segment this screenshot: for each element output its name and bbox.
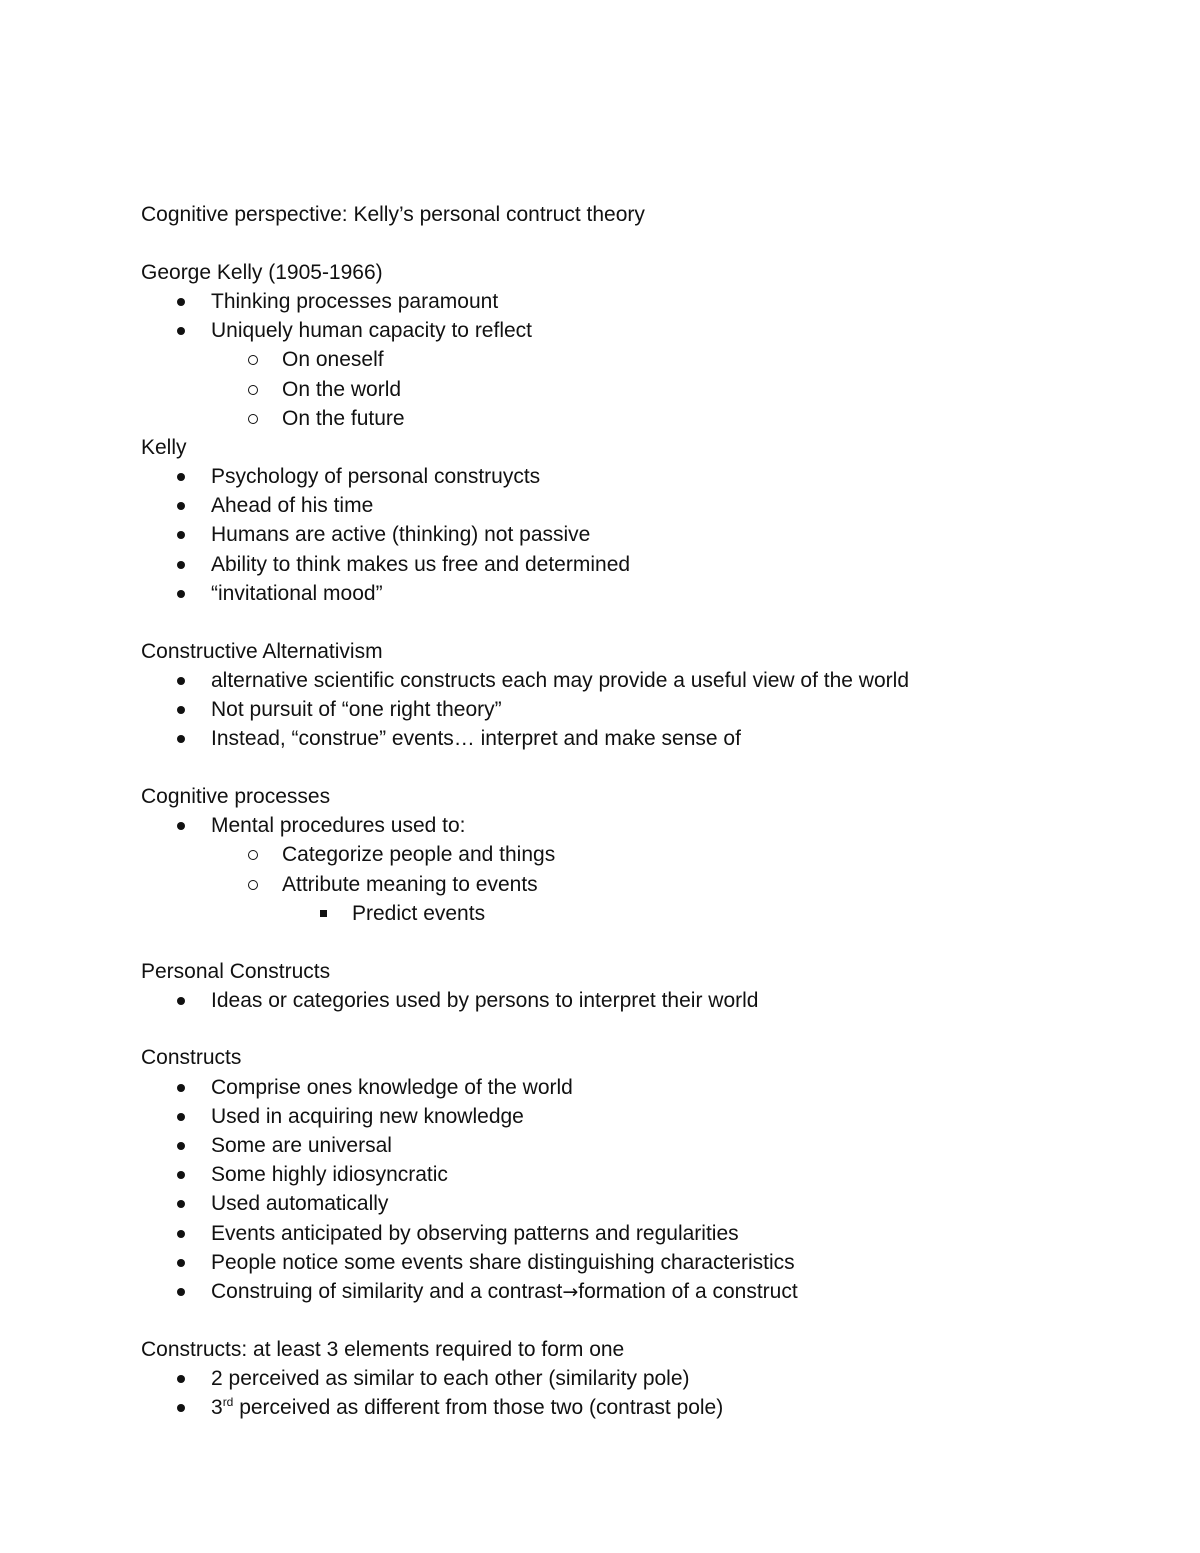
list-item: Not pursuit of “one right theory”: [141, 695, 1121, 724]
list-item: Humans are active (thinking) not passive: [141, 520, 1121, 549]
right-arrow-icon: →: [562, 1280, 579, 1303]
list-item: Comprise ones knowledge of the world: [141, 1073, 1121, 1102]
section-heading-constructs-elements: Constructs: at least 3 elements required to form one: [141, 1337, 625, 1361]
blank-line: [141, 608, 1121, 637]
page-title: Cognitive perspective: Kelly’s personal contruct theory: [141, 203, 645, 226]
ordinal-suffix: rd: [222, 1395, 234, 1410]
list-item: Used in acquiring new knowledge: [141, 1102, 1121, 1131]
list-item: People notice some events share distinguishing characteristics: [141, 1248, 1121, 1277]
list-item: Events anticipated by observing patterns and regularities: [141, 1219, 1121, 1248]
sub-list-item: Attribute meaning to events: [141, 870, 1121, 899]
document-page: [141, 200, 1121, 1422]
list-item: Some highly idiosyncratic: [141, 1160, 1121, 1189]
sub-list-item: Categorize people and things: [141, 840, 1121, 869]
list-item: Psychology of personal construycts: [141, 462, 1121, 491]
list-item: Mental procedures used to:: [141, 811, 1121, 840]
list-item: Construing of similarity and a contrast→formation of a construct: [141, 1277, 1121, 1306]
blank-line: [141, 229, 1121, 258]
list-item: Ahead of his time: [141, 491, 1121, 520]
list-item: Instead, “construe” events… interpret and make sense of: [141, 724, 1121, 753]
section-heading-constructs: Constructs: [141, 1046, 242, 1070]
list-item: alternative scientific constructs each may provide a useful view of the world: [141, 666, 1121, 695]
section-heading-personal-constructs: Personal Constructs: [141, 959, 331, 983]
sub-list-item: On oneself: [141, 345, 1121, 374]
sub-list-item: On the world: [141, 375, 1121, 404]
sub-sub-list-item: Predict events: [141, 899, 1121, 928]
list-item: Uniquely human capacity to reflect: [141, 316, 1121, 345]
list-item: 3rd perceived as different from those two (contrast pole): [141, 1393, 1121, 1422]
list-item: 2 perceived as similar to each other (similarity pole): [141, 1364, 1121, 1393]
blank-line: [141, 928, 1121, 957]
blank-line: [141, 1015, 1121, 1044]
list-item: Some are universal: [141, 1131, 1121, 1160]
section-heading-kelly: Kelly: [141, 435, 187, 459]
list-item: Ideas or categories used by persons to interpret their world: [141, 986, 1121, 1015]
section-heading-cognitive-processes: Cognitive processes: [141, 784, 331, 808]
section-heading-constructive-alternativism: Constructive Alternativism: [141, 639, 383, 663]
list-item: Ability to think makes us free and determined: [141, 550, 1121, 579]
blank-line: [141, 1306, 1121, 1335]
sub-list-item: On the future: [141, 404, 1121, 433]
list-item: Thinking processes paramount: [141, 287, 1121, 316]
list-item: “invitational mood”: [141, 579, 1121, 608]
list-item: Used automatically: [141, 1189, 1121, 1218]
section-heading-george-kelly: George Kelly (1905-1966): [141, 260, 383, 284]
blank-line: [141, 753, 1121, 782]
